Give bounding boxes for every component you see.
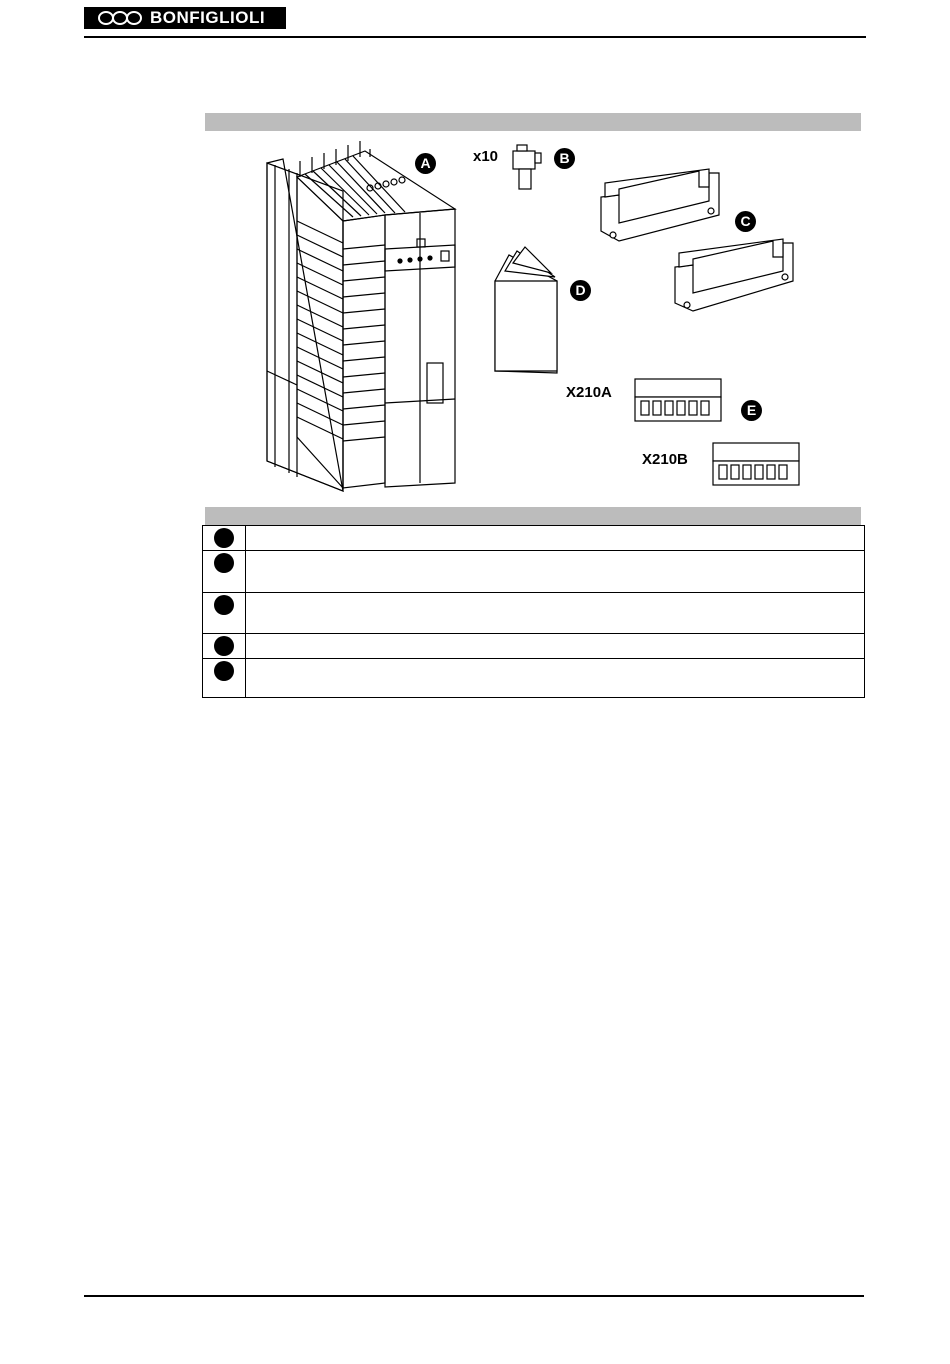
legend-row xyxy=(203,593,865,634)
marker-dot-icon xyxy=(214,595,234,615)
marker-dot-icon xyxy=(214,661,234,681)
footer-rule xyxy=(84,1295,864,1297)
badge-d: D xyxy=(570,280,591,301)
marker-dot-icon xyxy=(214,553,234,573)
legend-row xyxy=(203,659,865,698)
quantity-label: x10 xyxy=(473,148,499,165)
brand-name: BONFIGLIOLI xyxy=(150,8,266,27)
legend-description xyxy=(246,551,865,593)
badge-a: A xyxy=(415,153,436,174)
legend-table xyxy=(202,525,865,698)
legend-description xyxy=(246,593,865,634)
legend-marker-cell xyxy=(203,659,246,698)
inverter-drawing xyxy=(205,131,865,507)
marker-dot-icon xyxy=(214,636,234,656)
legend-description xyxy=(246,634,865,659)
header-rule xyxy=(84,36,866,38)
marker-dot-icon xyxy=(214,528,234,548)
legend-description xyxy=(246,526,865,551)
connector-a-label: X210A xyxy=(566,384,612,401)
badge-c: C xyxy=(735,211,756,232)
legend-description xyxy=(246,659,865,698)
connector-b-label: X210B xyxy=(642,451,688,468)
badge-e: E xyxy=(741,400,762,421)
legend-marker-cell xyxy=(203,593,246,634)
legend-row xyxy=(203,526,865,551)
logo-mark-icon xyxy=(98,11,142,25)
badge-b: B xyxy=(554,148,575,169)
legend-marker-cell xyxy=(203,526,246,551)
legend-header-bar xyxy=(205,507,861,525)
brand-logo xyxy=(84,7,286,29)
legend-marker-cell xyxy=(203,551,246,593)
legend-row xyxy=(203,551,865,593)
figure-caption-bar xyxy=(205,113,861,131)
legend-row xyxy=(203,634,865,659)
scope-of-delivery-figure xyxy=(205,131,865,507)
legend-marker-cell xyxy=(203,634,246,659)
